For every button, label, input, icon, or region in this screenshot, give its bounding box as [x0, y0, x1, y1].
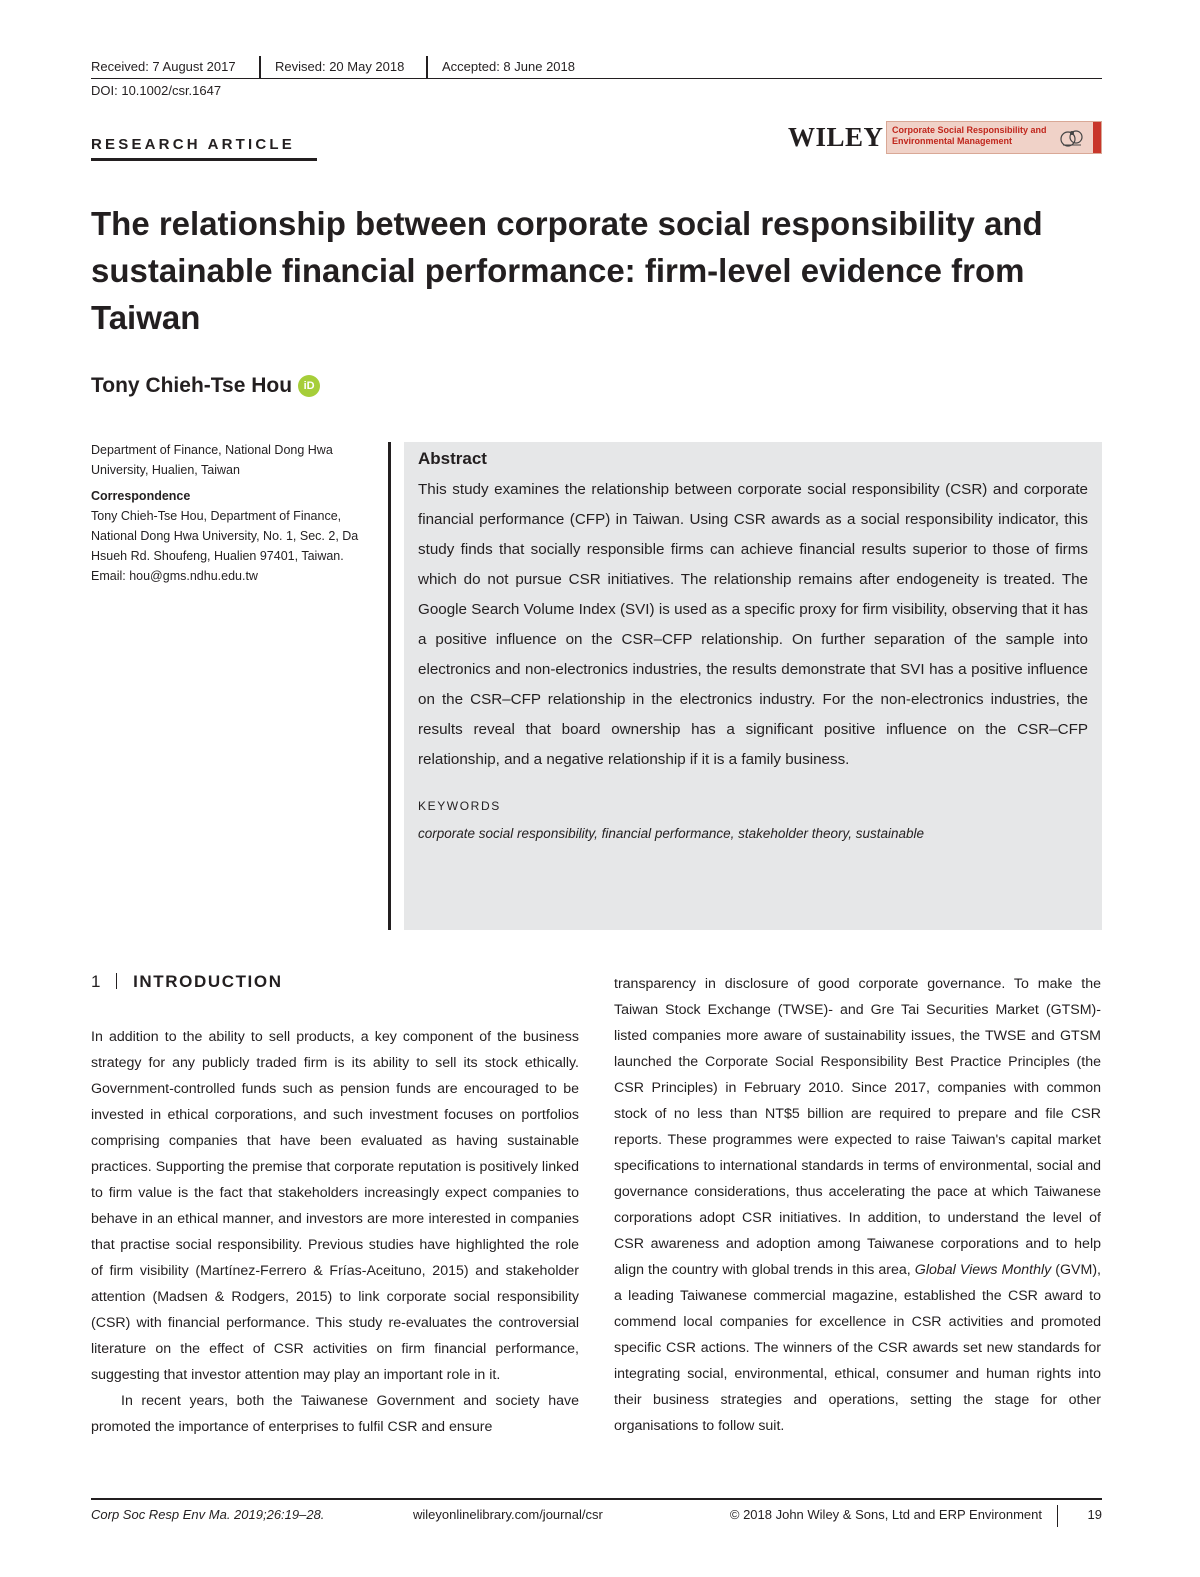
abstract-text: This study examines the relationship between corporate social responsibility (CSR) and corporate financial performance (CFP) in Taiwan. Using CSR awards as a social responsibility indicator, this study finds that socially responsible firms can achieve financial results superior to those of firms which do not pursue CSR initiatives. The relationship remains after endogeneity is treated. The Google Search Volume Index (SVI) is used as a specific proxy for firm visibility, observing that it has a positive influence on the CSR–CFP relationship. On further separation of the sample into electronics and non-electronics industries, the results demonstrate that SVI has a positive influence on the CSR–CFP relationship in the electronics industry. For the non-electronics industries, the results reveal that board ownership has a significant positive influence on the CSR–CFP relationship, and a negative relationship if it is a family business. — [418, 481, 1088, 768]
journal-citation: Corp Soc Resp Env Ma. 2019;26:19–28. — [91, 1507, 325, 1522]
received-date: Received: 7 August 2017 — [91, 59, 236, 74]
correspondence-label: Correspondence — [91, 489, 191, 503]
journal-url[interactable]: wileyonlinelibrary.com/journal/csr — [413, 1507, 603, 1522]
accepted-date: Accepted: 8 June 2018 — [442, 59, 575, 74]
affiliation-column — [91, 440, 381, 586]
author-name: Tony Chieh-Tse Hou — [91, 374, 293, 397]
keywords-heading: KEYWORDS — [418, 799, 501, 813]
abstract-box — [404, 442, 1102, 930]
meta-divider — [259, 56, 261, 78]
abstract-heading: Abstract — [418, 449, 487, 468]
doi: DOI: 10.1002/csr.1647 — [91, 83, 222, 98]
wiley-logo: WILEY — [788, 122, 884, 152]
correspondence-address: Tony Chieh-Tse Hou, Department of Finance, National Dong Hwa University, No. 1, Sec. 2, Da Hsueh Rd. Shoufeng, Hualien 97401, Taiwan. — [91, 509, 359, 563]
journal-logo-stripe — [1093, 122, 1101, 153]
article-type: RESEARCH ARTICLE — [91, 136, 295, 153]
intro-paragraph: In addition to the ability to sell products, a key component of the business strategy for any publicly traded firm is its ability to sell its stock ethically. Government-controlled funds such as pension funds are encouraged to be invested in ethical corporations, and such investment focuses on portfolios comprising companies that have been evaluated as having sustainable practices. Supporting the premise that corporate reputation is positively linked to firm value is the fact that stakeholders increasingly expect companies to behave in an ethical manner, and investors are more interested in companies that practise social responsibility. Previous studies have highlighted the role of firm visibility (Martínez-Ferrero & Frías-Aceituno, 2015) and stakeholder attention (Madsen & Rodgers, 2015) to link corporate social responsibility (CSR) with financial performance. This study re-evaluates the controversial literature on the effect of CSR activities on firm financial performance, suggesting that investor attention may play an important role in it. — [91, 1029, 579, 1383]
section-title: INTRODUCTION — [133, 972, 283, 991]
magazine-title: Global Views Monthly — [914, 1262, 1052, 1278]
author-line — [91, 374, 320, 404]
paragraph-text: (GVM), a leading Taiwanese commercial magazine, established the CSR award to commend local companies for excellence in CSR activities and promoted specific CSR actions. The winners of the CSR awards set new standards for integrating social, environmental, ethical, consumer and human rights into their business strategies and operations, setting the stage for other organisations to follow suit. — [614, 1262, 1101, 1434]
keywords: corporate social responsibility, financial performance, stakeholder theory, sustainable — [418, 826, 925, 841]
paragraph-text: transparency in disclosure of good corporate governance. To make the Taiwan Stock Exchange (TWSE)- and Gre Tai Securities Market (GTSM)-listed companies more aware of sustainability issues, the TWSE and GTSM launched the Corporate Social Responsibility Best Practice Principles (the CSR Principles) in February 2010. Since 2017, companies with common stock of no less than NT$5 billion are required to prepare and file CSR reports. These programmes were expected to raise Taiwan's capital market specifications to international standards in terms of environmental, social and governance considerations, thus accelerating the pace at which Taiwanese corporations adopt CSR initiatives. In addition, to understand the level of CSR awareness and adoption among Taiwanese corporations and to help align the country with global trends in this area, — [614, 976, 1101, 1278]
page-footer — [91, 1505, 1102, 1525]
body-column-left — [91, 1024, 579, 1440]
journal-emblem-icon — [1058, 125, 1086, 151]
section-heading-divider — [116, 973, 117, 989]
intro-paragraph-continued — [614, 971, 1101, 1439]
journal-name: Corporate Social Responsibility and Environmental Management — [892, 125, 1047, 146]
article-type-underline — [91, 158, 317, 161]
section-number: 1 — [91, 972, 103, 991]
body-column-right — [614, 971, 1101, 1439]
page-number: 19 — [1087, 1507, 1102, 1522]
publication-dates — [91, 56, 1101, 80]
author-department: Department of Finance, National Dong Hwa University, Hualien, Taiwan — [91, 443, 333, 477]
correspondence-email[interactable]: Email: hou@gms.ndhu.edu.tw — [91, 569, 258, 583]
journal-logo — [886, 121, 1102, 154]
orcid-icon[interactable]: iD — [298, 375, 320, 397]
footer-divider — [1057, 1505, 1058, 1527]
section-heading-introduction — [91, 972, 283, 992]
copyright: © 2018 John Wiley & Sons, Ltd and ERP Environment — [729, 1507, 1042, 1522]
meta-divider — [426, 56, 428, 78]
column-divider — [388, 442, 391, 930]
header-rule — [91, 78, 1102, 79]
revised-date: Revised: 20 May 2018 — [275, 59, 405, 74]
intro-paragraph: In recent years, both the Taiwanese Government and society have promoted the importance of enterprises to fulfil CSR and ensure — [91, 1393, 579, 1435]
footer-rule — [91, 1498, 1102, 1500]
article-title: The relationship between corporate social responsibility and sustainable financial performance: firm-level evidence from Taiwan — [91, 205, 1043, 336]
